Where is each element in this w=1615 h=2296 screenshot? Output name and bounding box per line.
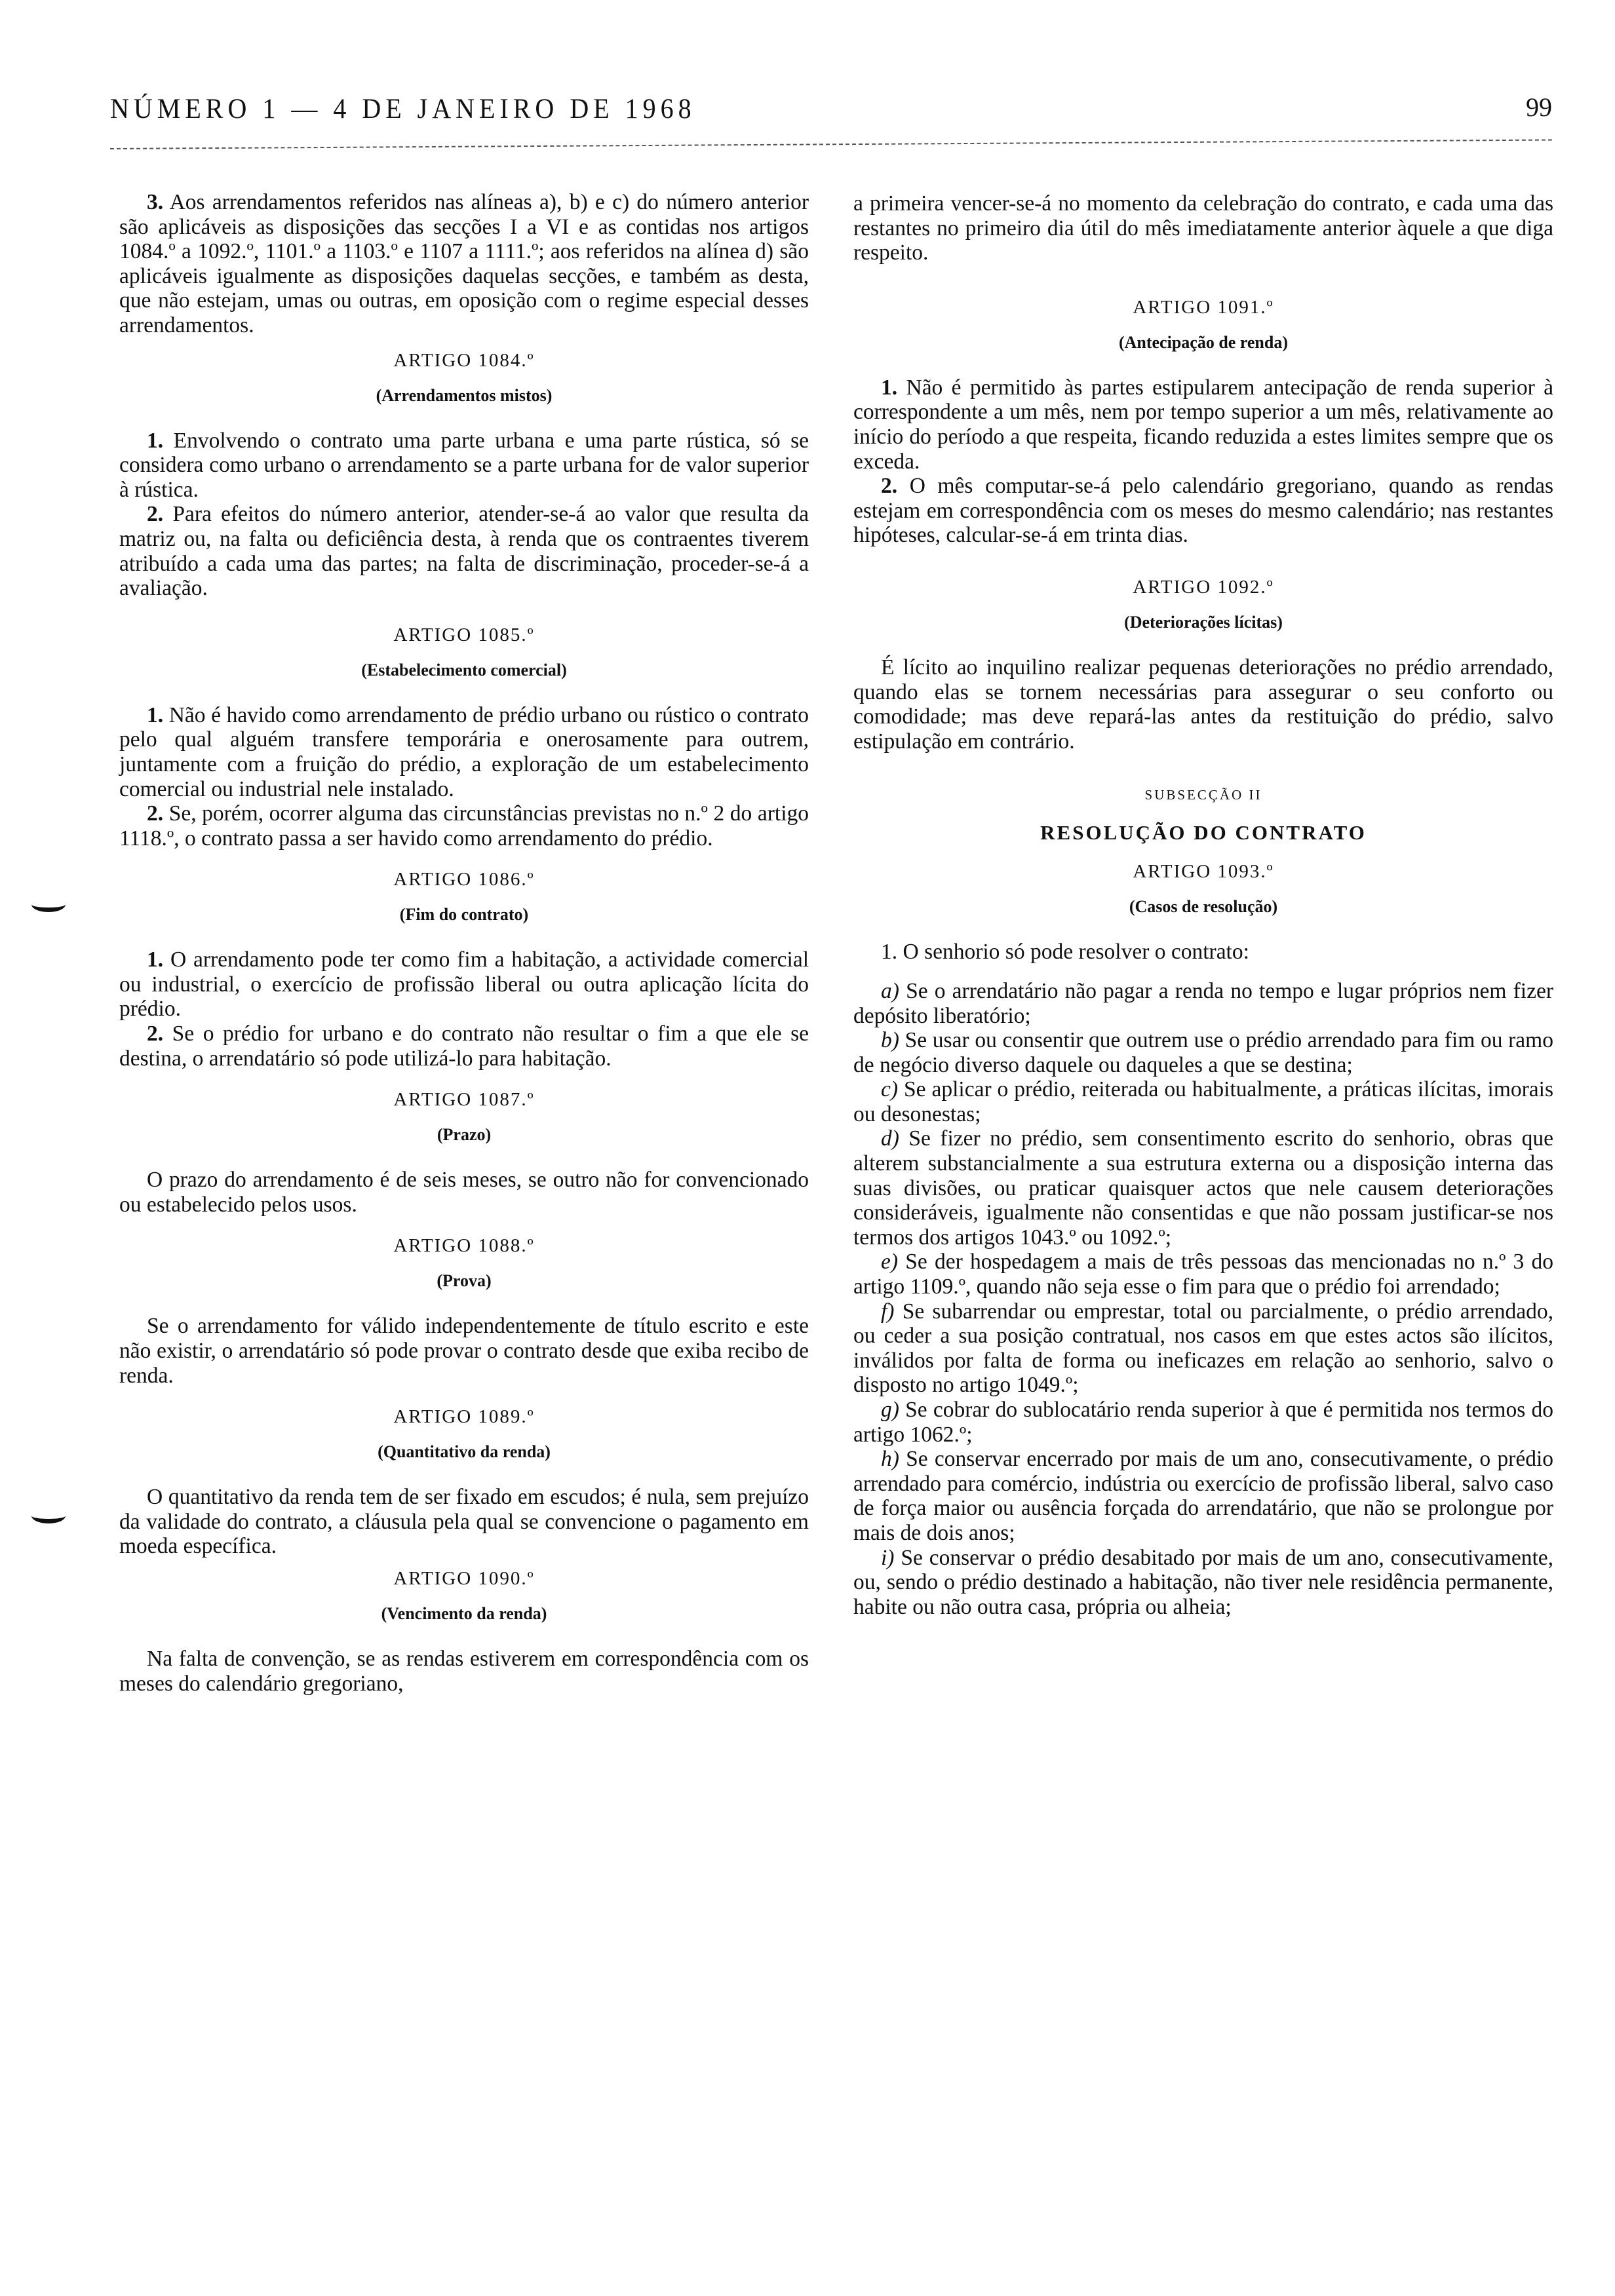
article-title: (Arrendamentos mistos) bbox=[376, 385, 553, 405]
article-1086 bbox=[119, 860, 809, 1071]
paragraph-text: Para efeitos do número anterior, atender-se-á ao valor que resulta da matriz ou, na falta ou deficiência desta, à renda que os contraentes tiverem atribuído a cada uma das partes; na falta de discriminação, proceder-se-á a avaliação. bbox=[119, 502, 809, 601]
article-title: (Prazo) bbox=[437, 1125, 492, 1145]
paragraph bbox=[119, 1647, 809, 1696]
paragraph-number: 3. bbox=[147, 190, 164, 214]
alinea-letter: f) bbox=[881, 1299, 895, 1324]
article-title: (Prova) bbox=[437, 1271, 492, 1291]
paragraph-text: O prazo do arrendamento é de seis meses, se outro não for convencionado ou estabelecido pelos usos. bbox=[119, 1168, 809, 1217]
article-heading: ARTIGO 1086.º bbox=[393, 869, 535, 890]
article-title: (Antecipação de renda) bbox=[1118, 332, 1289, 352]
paragraph bbox=[119, 703, 809, 801]
alinea-letter: g) bbox=[881, 1398, 899, 1422]
paragraph-text: O mês computar-se-á pelo calendário gregoriano, quando as rendas estejam em correspondência com os meses do mesmo calendário; nas restantes hipóteses, calcular-se-á em trinta dias. bbox=[853, 474, 1553, 548]
alinea-letter: i) bbox=[881, 1545, 895, 1570]
article-1087 bbox=[119, 1080, 809, 1217]
paragraph bbox=[119, 502, 809, 600]
paragraph-number: 1. bbox=[881, 375, 898, 400]
alinea-letter: d) bbox=[881, 1126, 899, 1151]
alinea-text: Se conservar o prédio desabitado por mais de um ano, consecutivamente, ou, sendo o prédio destinado a habitação, não tiver nele residência permanente, habite ou não outra casa, própria ou alheia; bbox=[853, 1545, 1553, 1619]
article-1093 bbox=[853, 852, 1553, 1619]
right-column bbox=[853, 191, 1553, 1619]
paragraph-text: O senhorio só pode resolver o contrato: bbox=[903, 940, 1249, 965]
section-title: RESOLUÇÃO DO CONTRATO bbox=[1040, 821, 1367, 845]
article-heading: ARTIGO 1093.º bbox=[1133, 861, 1274, 883]
article-1089 bbox=[119, 1397, 809, 1559]
alinea-a bbox=[853, 979, 1553, 1028]
continuation-paragraph: a primeira vencer-se-á no momento da celebração do contrato, e cada uma das restantes no primeiro dia útil do mês imediatamente anterior àquele a que diga respeito. bbox=[853, 191, 1553, 265]
paragraph-text: Aos arrendamentos referidos nas alíneas a), b) e c) do número anterior são aplicáveis as disposições das secções I a VI e as contidas nos artigos 1084.º a 1092.º, 1101.º a 1103.º e 1107 a 1111.º; aos referidos na alínea d) são aplicáveis igualmente as disposições daquelas secções, e também as desta, que não estejam, umas ou outras, em oposição com o regime especial desses arrendamentos. bbox=[119, 190, 809, 337]
article-1092 bbox=[853, 567, 1553, 754]
paragraph-text: Se o prédio for urbano e do contrato não resultar o fim a que ele se destina, o arrendatário só pode utilizá-lo para habitação. bbox=[119, 1022, 809, 1071]
paragraph-text: Não é permitido às partes estipularem antecipação de renda superior à correspondente a um mês, nem por tempo superior a um mês, relativamente ao início do período a que respeita, ficando reduzida a estes limites sempre que os exceda. bbox=[853, 375, 1554, 474]
article-title: (Vencimento da renda) bbox=[381, 1604, 547, 1623]
alinea-g bbox=[853, 1398, 1553, 1447]
alinea-text: Se usar ou consentir que outrem use o prédio arrendado para fim ou ramo de negócio diverso daquele ou daqueles a que se destina; bbox=[853, 1028, 1553, 1077]
paragraph bbox=[119, 429, 809, 503]
article-heading: ARTIGO 1085.º bbox=[393, 624, 535, 645]
paragraph-text: É lícito ao inquilino realizar pequenas deteriorações no prédio arrendado, quando elas se tornem necessárias para assegurar o seu conforto ou comodidade; mas deve repará-las antes da restituição do prédio, salvo estipulação em contrário. bbox=[853, 655, 1553, 754]
alinea-letter: c) bbox=[881, 1077, 899, 1102]
article-heading: ARTIGO 1092.º bbox=[1133, 576, 1274, 598]
paragraph-text: Não é havido como arrendamento de prédio urbano ou rústico o contrato pelo qual alguém transfere temporária e onerosamente para outrem, juntamente com a fruição do prédio, a exploração de um estabelecimento comercial ou industrial nele instalado. bbox=[119, 702, 809, 801]
alinea-letter: e) bbox=[881, 1250, 899, 1274]
article-heading: ARTIGO 1088.º bbox=[393, 1235, 535, 1257]
paragraph bbox=[119, 1314, 809, 1388]
alinea-text: Se der hospedagem a mais de três pessoas das mencionadas no n.º 3 do artigo 1109.º, quando não seja esse o fim para que o prédio foi arrendado; bbox=[853, 1250, 1554, 1299]
alinea-text: Se o arrendatário não pagar a renda no tempo e lugar próprios nem fizer depósito liberatório; bbox=[853, 978, 1553, 1028]
article-title: (Quantitativo da renda) bbox=[378, 1442, 551, 1462]
paragraph-number: 1. bbox=[881, 940, 898, 965]
alinea-e bbox=[853, 1250, 1553, 1299]
paragraph-3 bbox=[119, 190, 809, 338]
paragraph bbox=[119, 947, 809, 1022]
article-title: (Casos de resolução) bbox=[1129, 897, 1278, 917]
paragraph-text: O arrendamento pode ter como fim a habitação, a actividade comercial ou industrial, o exercício de profissão liberal ou outra aplicação lícita do prédio. bbox=[119, 947, 809, 1022]
alinea-text: Se conservar encerrado por mais de um ano, consecutivamente, o prédio arrendado para comércio, indústria ou exercício de profissão liberal, salvo caso de força maior ou ausência forçada do arrendatário, que não se prolongue por mais de dois anos; bbox=[853, 1447, 1553, 1545]
paragraph-number: 2. bbox=[147, 502, 164, 527]
paragraph-text: Se, porém, ocorrer alguma das circunstâncias previstas no n.º 2 do artigo 1118.º, o contrato passa a ser havido como arrendamento do prédio. bbox=[119, 801, 809, 851]
paragraph-number: 1. bbox=[147, 428, 164, 453]
alinea-i bbox=[853, 1546, 1553, 1620]
article-heading: ARTIGO 1087.º bbox=[393, 1089, 535, 1111]
intro-paragraph bbox=[853, 940, 1553, 965]
paragraph-number: 2. bbox=[147, 1022, 164, 1046]
subsection-label: SUBSECÇÃO II bbox=[1144, 787, 1262, 803]
article-1091 bbox=[853, 288, 1553, 548]
paragraph bbox=[853, 655, 1553, 754]
paragraph bbox=[119, 1168, 809, 1217]
paragraph bbox=[853, 474, 1553, 548]
paragraph bbox=[119, 801, 809, 851]
alinea-d bbox=[853, 1126, 1553, 1250]
subsection-ii bbox=[853, 776, 1553, 852]
alinea-h bbox=[853, 1447, 1553, 1545]
article-1085 bbox=[119, 615, 809, 851]
paragraph-number: 1. bbox=[147, 947, 164, 972]
paragraph bbox=[853, 375, 1553, 474]
alinea-letter: b) bbox=[881, 1028, 899, 1053]
article-1090 bbox=[119, 1559, 809, 1696]
page-number: 99 bbox=[1526, 92, 1552, 122]
alinea-text: Se cobrar do sublocatário renda superior à que é permitida nos termos do artigo 1062.º; bbox=[853, 1398, 1553, 1447]
paragraph-number: 1. bbox=[147, 702, 164, 727]
alinea-letter: h) bbox=[881, 1447, 899, 1472]
margin-mark bbox=[31, 1506, 66, 1523]
paragraph bbox=[119, 1022, 809, 1071]
article-1084 bbox=[119, 341, 809, 601]
article-heading: ARTIGO 1084.º bbox=[393, 349, 535, 371]
paragraph bbox=[119, 1485, 809, 1559]
page-header bbox=[110, 92, 1552, 131]
margin-mark bbox=[31, 894, 66, 912]
alinea-text: Se fizer no prédio, sem consentimento escrito do senhorio, obras que alterem substancialmente a sua estrutura externa ou a disposição interna das suas divisões, ou praticar quaisquer actos que nele causem deteriorações consideráveis, igualmente não consentidas e que não possam justificar-se nos termos dos artigos 1043.º ou 1092.º; bbox=[853, 1126, 1553, 1250]
alinea-f bbox=[853, 1299, 1553, 1398]
alinea-text: Se aplicar o prédio, reiterada ou habitualmente, a práticas ilícitas, imorais ou desonestas; bbox=[853, 1077, 1553, 1126]
paragraph-number: 2. bbox=[881, 474, 898, 499]
article-heading: ARTIGO 1090.º bbox=[393, 1568, 535, 1589]
paragraph-text: Envolvendo o contrato uma parte urbana e uma parte rústica, só se considera como urbano o arrendamento se a parte urbana for de valor superior à rústica. bbox=[119, 428, 809, 502]
running-head: NÚMERO 1 — 4 DE JANEIRO DE 1968 bbox=[110, 92, 696, 124]
alinea-b bbox=[853, 1028, 1553, 1077]
left-column bbox=[119, 190, 809, 1696]
paragraph-text: Se o arrendamento for válido independentemente de título escrito e este não existir, o arrendatário só pode provar o contrato desde que exiba recibo de renda. bbox=[119, 1314, 809, 1388]
article-1088 bbox=[119, 1226, 809, 1388]
paragraph-text: Na falta de convenção, se as rendas estiverem em correspondência com os meses do calendário gregoriano, bbox=[119, 1647, 809, 1696]
article-title: (Estabelecimento comercial) bbox=[361, 660, 567, 679]
article-title: (Fim do contrato) bbox=[399, 905, 529, 925]
header-rule bbox=[110, 140, 1552, 149]
paragraph-number: 2. bbox=[147, 801, 164, 826]
alinea-letter: a) bbox=[881, 978, 899, 1003]
alinea-text: Se subarrendar ou emprestar, total ou parcialmente, o prédio arrendado, ou ceder a sua posição contratual, nos casos em que estes actos são ilícitos, inválidos por falta de forma ou ineficazes em relação ao senhorio, salvo o disposto no artigo 1049.º; bbox=[853, 1299, 1553, 1398]
article-heading: ARTIGO 1091.º bbox=[1133, 296, 1274, 318]
paragraph-text: O quantitativo da renda tem de ser fixado em escudos; é nula, sem prejuízo da validade do contrato, a cláusula pela qual se convencione o pagamento em moeda específica. bbox=[119, 1485, 809, 1559]
article-heading: ARTIGO 1089.º bbox=[393, 1406, 535, 1428]
article-title: (Deteriorações lícitas) bbox=[1124, 612, 1283, 632]
alinea-c bbox=[853, 1077, 1553, 1126]
